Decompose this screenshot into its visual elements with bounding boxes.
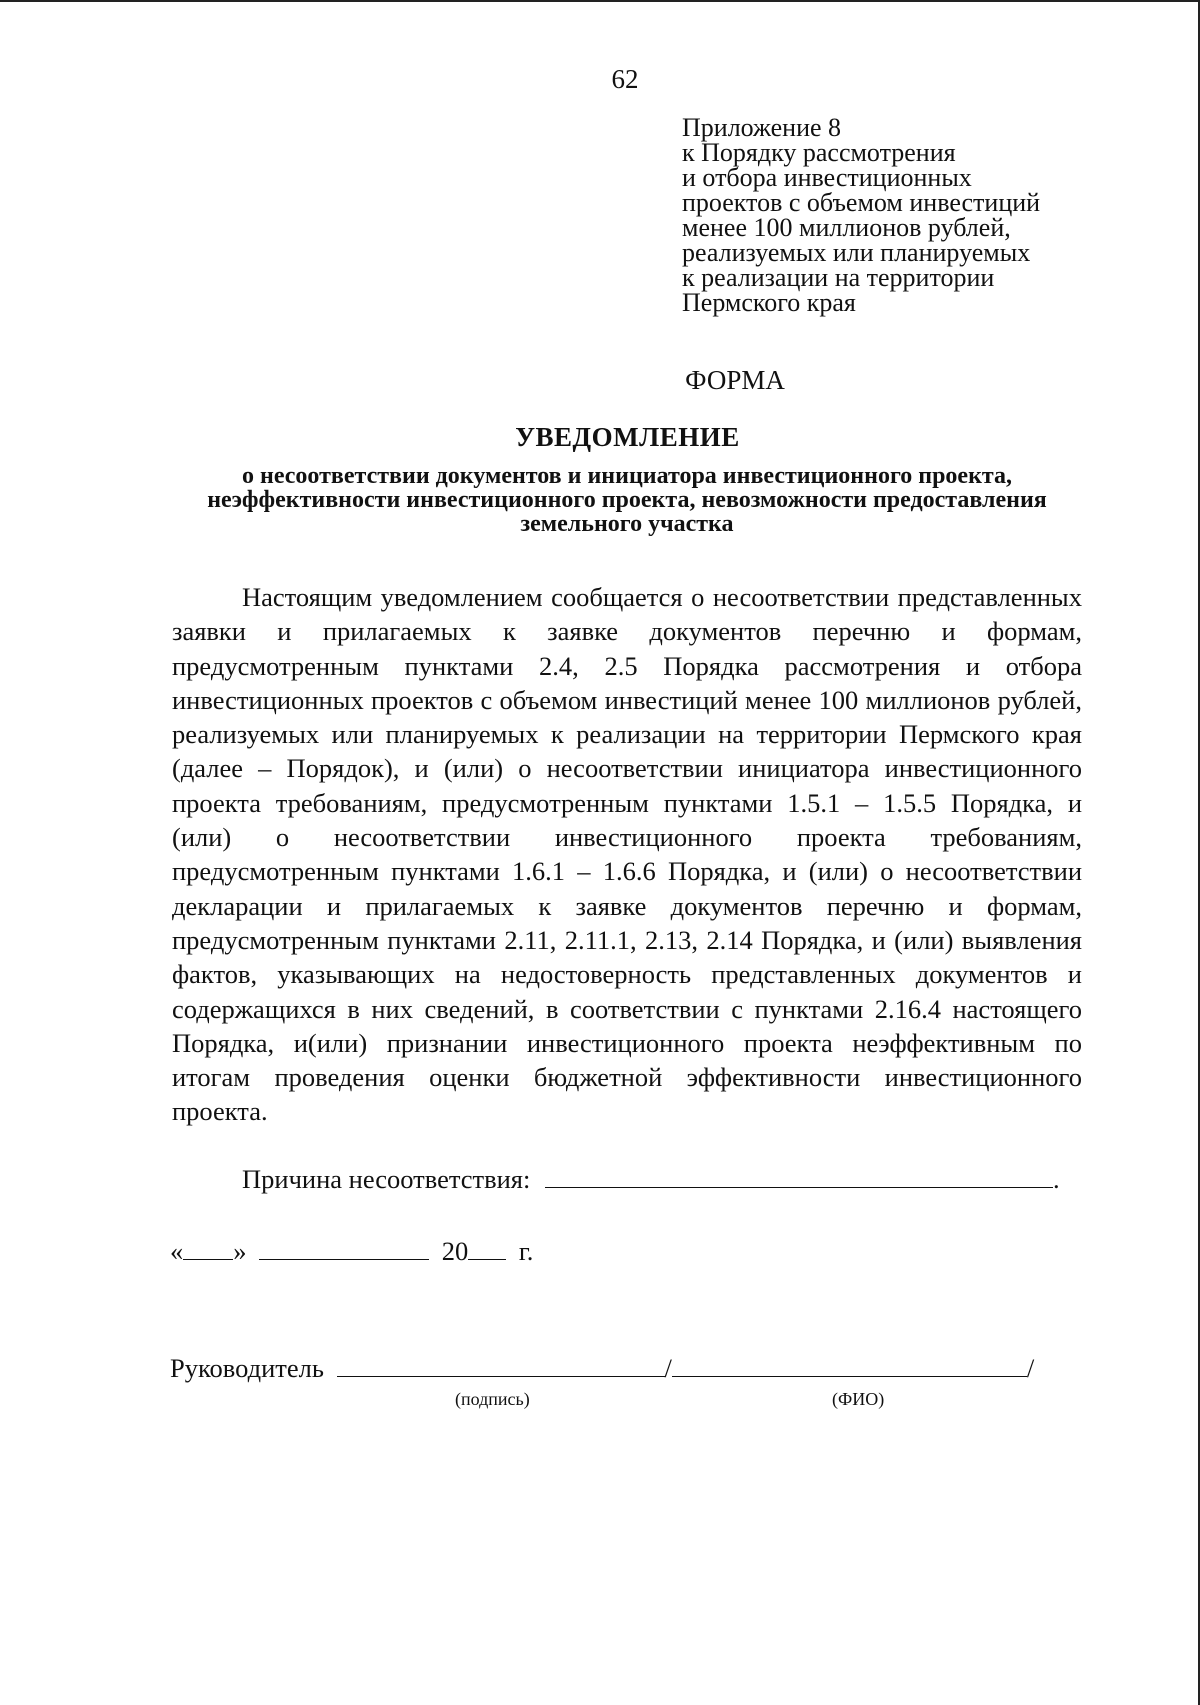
reason-label: Причина несоответствия: (242, 1164, 531, 1194)
form-label: ФОРМА (685, 365, 785, 395)
signature-row (170, 1353, 1034, 1384)
signature-label: Руководитель (170, 1353, 324, 1383)
page-number: 62 (611, 64, 639, 94)
appendix-line: Приложение 8 (682, 113, 842, 142)
year-blank-line[interactable] (468, 1258, 506, 1260)
appendix-line: к реализации на территории (682, 263, 995, 292)
appendix-line: менее 100 миллионов рублей, (682, 213, 1011, 242)
appendix-line: реализуемых или планируемых (682, 238, 1031, 267)
document-title: УВЕДОМЛЕНИЕ (515, 422, 740, 452)
reason-blank-line[interactable] (545, 1186, 1053, 1188)
day-blank-line[interactable] (183, 1258, 233, 1260)
signature-end: / (1026, 1353, 1035, 1383)
reason-row (242, 1164, 1060, 1195)
appendix-line: проектов с объемом инвестиций (682, 188, 1041, 217)
appendix-line: и отбора инвестиционных (682, 163, 972, 192)
year-prefix: 20 (441, 1236, 469, 1266)
appendix-line: к Порядку рассмотрения (682, 138, 956, 167)
year-suffix: г. (518, 1236, 534, 1266)
signature-caption: (подпись) (455, 1389, 530, 1409)
appendix-reference (682, 115, 1122, 315)
date-row (170, 1236, 533, 1267)
body-paragraph: Настоящим уведомлением сообщается о несоответствии представленных заявки и прилагаемых к заявке документов перечню и формам, предусмотренным пунктами 2.4, 2.5 Порядка рассмотрения и отбора инвестиционных проектов с объемом инвестиций менее 100 миллионов рублей, реализуемых или планируемых к реализации на территории Пермского края (далее – Порядок), и (или) о несоответствии инициатора инвестиционного проекта требованиям, предусмотренным пунктами 1.5.1 – 1.5.5 Порядка, и (или) о несоответствии инвестиционного проекта требованиям, предусмотренным пунктами 1.6.1 – 1.6.6 Порядка, и (или) о несоответствии декларации и прилагаемых к заявке документов перечню и формам, предусмотренным пунктами 2.11, 2.11.1, 2.13, 2.14 Порядка, и (или) выявления фактов, указывающих на недостоверность представленных документов и содержащихся в них сведений, в соответствии с пунктами 2.16.4 настоящего Порядка, и(или) признании инвестиционного проекта неэффективным по итогам проведения оценки бюджетной эффективности инвестиционного проекта. (172, 582, 1082, 1127)
date-close-quote: » (233, 1236, 247, 1266)
month-blank-line[interactable] (259, 1258, 429, 1260)
date-open-quote: « (170, 1236, 184, 1266)
signature-blank-line[interactable] (337, 1375, 665, 1377)
reason-end: . (1052, 1164, 1060, 1194)
signature-separator: / (664, 1353, 672, 1383)
document-subtitle: о несоответствии документов и инициатора инвестиционного проекта, неэффективности инвестиционного проекта, невозможности предоставления земельного участка (207, 463, 1047, 537)
name-blank-line[interactable] (672, 1375, 1027, 1377)
appendix-line: Пермского края (682, 288, 856, 317)
name-caption: (ФИО) (832, 1389, 885, 1409)
